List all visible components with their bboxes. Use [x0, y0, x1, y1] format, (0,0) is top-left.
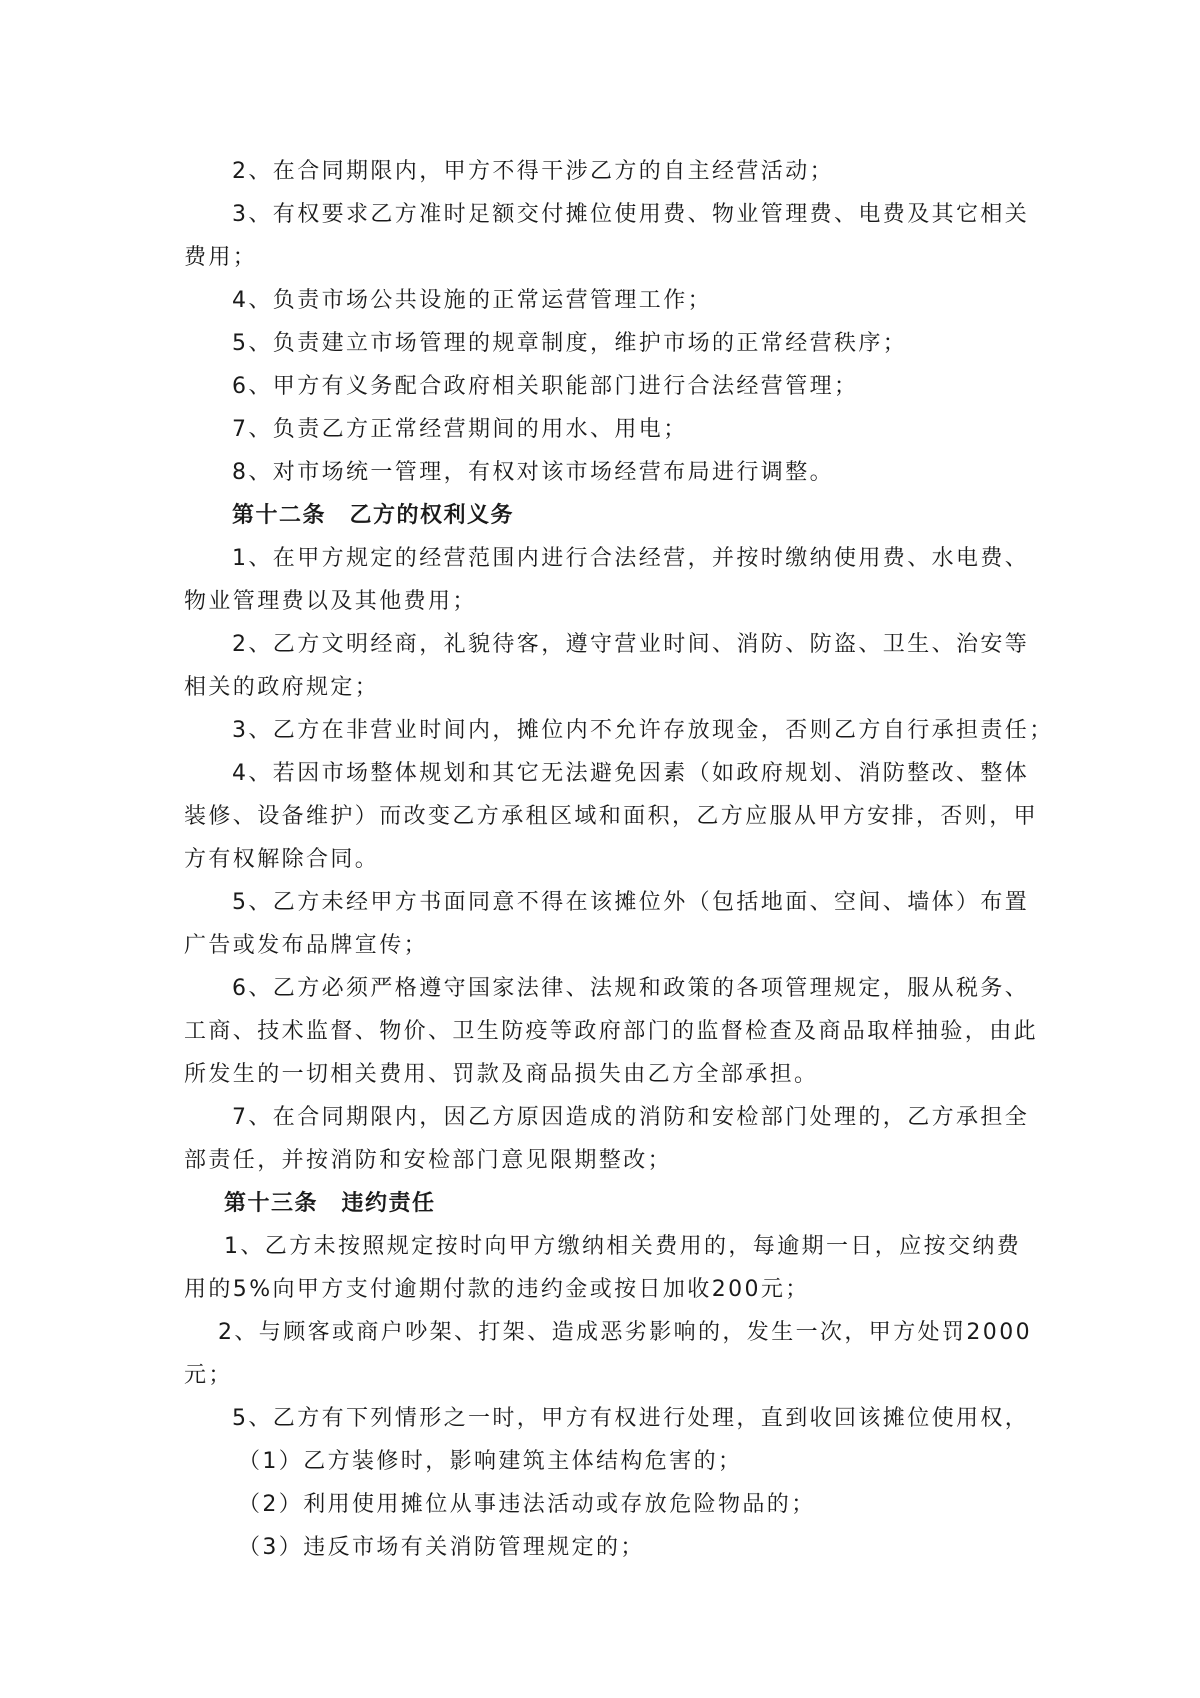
clause-line: （3）违反市场有关消防管理规定的；	[238, 1535, 645, 1560]
clause-line: 部责任，并按消防和安检部门意见限期整改；	[184, 1148, 673, 1173]
clause-line: 5、负责建立市场管理的规章制度，维护市场的正常经营秩序；	[232, 331, 908, 356]
clause-line: 1、乙方未按照规定按时向甲方缴纳相关费用的，每逾期一日，应按交纳费	[224, 1234, 1022, 1259]
clause-line: 1、在甲方规定的经营范围内进行合法经营，并按时缴纳使用费、水电费、	[232, 546, 1030, 571]
clause-line: 装修、设备维护）而改变乙方承租区域和面积，乙方应服从甲方安排，否则，甲	[184, 804, 1039, 829]
clause-line: 方有权解除合同。	[184, 847, 380, 872]
clause-line: 6、乙方必须严格遵守国家法律、法规和政策的各项管理规定，服从税务、	[232, 976, 1030, 1001]
clause-line: 5、乙方有下列情形之一时，甲方有权进行处理，直到收回该摊位使用权，	[232, 1406, 1030, 1431]
clause-line: 物业管理费以及其他费用；	[184, 589, 477, 614]
clause-line: 用的5%向甲方支付逾期付款的违约金或按日加收200元；	[184, 1277, 810, 1302]
clause-line: 5、乙方未经甲方书面同意不得在该摊位外（包括地面、空间、墙体）布置	[232, 890, 1030, 915]
clause-line: 费用；	[184, 245, 258, 270]
clause-line: 3、有权要求乙方准时足额交付摊位使用费、物业管理费、电费及其它相关	[232, 202, 1030, 227]
clause-line: 相关的政府规定；	[184, 675, 380, 700]
clause-line: 7、在合同期限内，因乙方原因造成的消防和安检部门处理的，乙方承担全	[232, 1105, 1030, 1130]
clause-line: 8、对市场统一管理，有权对该市场经营布局进行调整。	[232, 460, 834, 485]
section-heading: 第十二条 乙方的权利义务	[232, 503, 515, 528]
clause-line: 工商、技术监督、物价、卫生防疫等政府部门的监督检查及商品取样抽验，由此	[184, 1019, 1039, 1044]
clause-line: 广告或发布品牌宣传；	[184, 933, 429, 958]
clause-line: 3、乙方在非营业时间内，摊位内不允许存放现金，否则乙方自行承担责任；	[232, 718, 1054, 743]
clause-line: 4、若因市场整体规划和其它无法避免因素（如政府规划、消防整改、整体	[232, 761, 1030, 786]
clause-line: 6、甲方有义务配合政府相关职能部门进行合法经营管理；	[232, 374, 859, 399]
clause-line: 元；	[184, 1363, 233, 1388]
clause-line: 4、负责市场公共设施的正常运营管理工作；	[232, 288, 712, 313]
clause-line: 2、乙方文明经商，礼貌待客，遵守营业时间、消防、防盗、卫生、治安等	[232, 632, 1030, 657]
clause-line: （1）乙方装修时，影响建筑主体结构危害的；	[238, 1449, 743, 1474]
clause-line: 7、负责乙方正常经营期间的用水、用电；	[232, 417, 688, 442]
clause-line: 2、在合同期限内，甲方不得干涉乙方的自主经营活动；	[232, 159, 834, 184]
section-heading: 第十三条 违约责任	[224, 1191, 436, 1216]
clause-line: 2、与顾客或商户吵架、打架、造成恶劣影响的，发生一次，甲方处罚2000	[218, 1320, 1032, 1345]
clause-line: （2）利用使用摊位从事违法活动或存放危险物品的；	[238, 1492, 816, 1517]
clause-line: 所发生的一切相关费用、罚款及商品损失由乙方全部承担。	[184, 1062, 819, 1087]
